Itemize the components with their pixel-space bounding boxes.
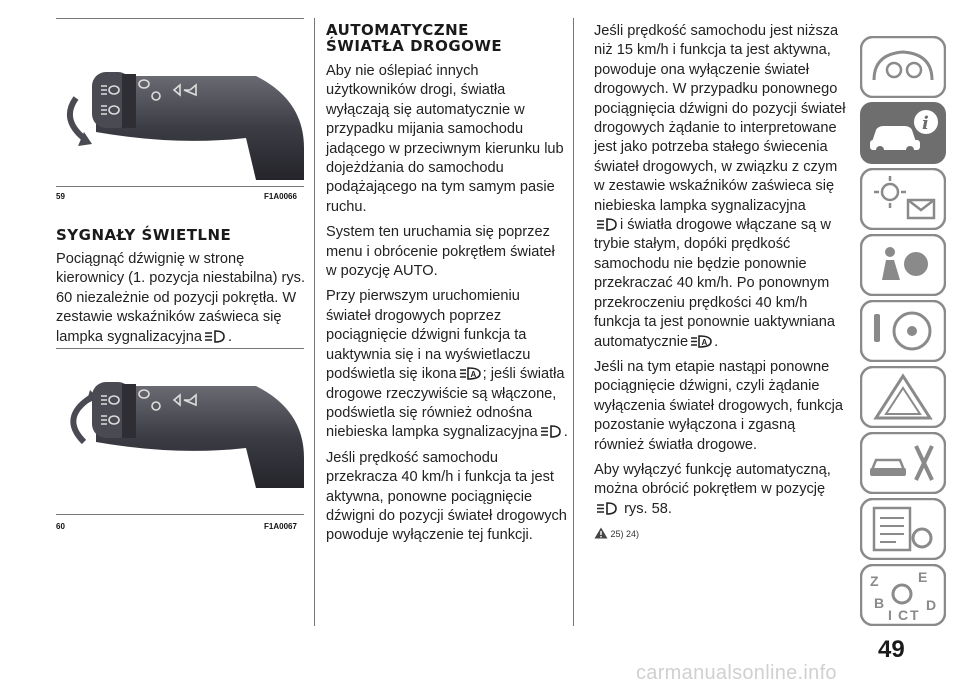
right-paragraph-1a: Jeśli prędkość samochodu jest niższa niż 15 km/h i funkcja ta jest aktywna, powoduje ona wyłączenie świateł drogowych. W przypadku ponownego pociągnięcia dźwigni do pozycji świateł drogowych żądanie to interpretowane jest jako potrzeba stałego świecenia świateł drogowych, w związku z czym w zestawie wskaźników zaświeca się niebieska lampka sygnalizacyjna	[594, 23, 846, 214]
high-beam-icon	[596, 501, 618, 516]
mid-paragraph-3a: Przy pierwszym uruchomieniu świateł drogowych poprzez pociągnięcie dźwigni funkcja ta uaktywnia się i na wyświetlaczu podświetla się ikona	[326, 288, 531, 383]
middle-column-text	[326, 62, 568, 552]
figure-60-number: 60	[56, 522, 65, 531]
svg-text:C: C	[898, 607, 909, 623]
figure-60	[56, 358, 304, 531]
right-paragraph-3b: rys. 58.	[624, 500, 672, 517]
mid-paragraph-3c: .	[563, 424, 568, 441]
footer-watermark: carmanualsonline.info	[636, 662, 837, 684]
svg-text:Z: Z	[870, 573, 879, 589]
steering-wheel-icon	[860, 300, 946, 362]
figure-59-code: F1A0066	[264, 192, 297, 201]
airbag-icon	[860, 234, 946, 296]
right-paragraph-1b: i światła drogowe włączane są w trybie stałym, dopóki prędkość samochodu nie będzie ponownie przekraczać 40 km/h. Po ponownym przekroczeniu prędkości 40 km/h funkcja ta jest ponownie uaktywniana automatycznie	[594, 217, 835, 350]
technical-data-icon	[860, 498, 946, 560]
sidebar-tab-maintenance[interactable]	[860, 432, 946, 494]
heading-line-1: AUTOMATYCZNE	[326, 21, 469, 39]
warning-refs-text: 25) 24)	[610, 529, 640, 540]
sidebar-tab-lights-warnings[interactable]	[860, 168, 946, 230]
figure-60-bottom-rule	[56, 514, 304, 515]
right-paragraph-3a: Aby wyłączyć funkcję automatyczną, można obrócić pokrętłem w pozycję	[594, 461, 831, 498]
sidebar-tab-emergency[interactable]	[860, 366, 946, 428]
warning-refs	[594, 525, 846, 544]
left-paragraph: Pociągnąć dźwignię w stronę kierownicy (1. pozycja niestabilna) rys. 60 niezależnie od pozycji pokrętła. W zestawie wskaźników zaświeca się lampka sygnalizacyjna	[56, 251, 305, 345]
sidebar-tab-car-info-active[interactable]	[860, 102, 946, 164]
mid-paragraph-2: System ten uruchamia się poprzez menu i obrócenie pokrętłem świateł w pozycję AUTO.	[326, 224, 555, 280]
auto-high-beam-icon	[690, 334, 712, 349]
sidebar-tab-index[interactable]	[860, 564, 946, 626]
emergency-triangle-icon	[860, 366, 946, 428]
sidebar-tab-dashboard[interactable]	[860, 36, 946, 98]
column-divider-right	[573, 18, 574, 626]
svg-text:A: A	[701, 337, 708, 347]
figure-59-bottom-rule	[56, 186, 304, 187]
maintenance-icon	[860, 432, 946, 494]
high-beam-icon	[540, 424, 562, 439]
left-column-text	[56, 250, 308, 353]
lever-illustration	[56, 28, 304, 180]
svg-text:I: I	[888, 607, 892, 623]
svg-text:A: A	[470, 370, 476, 380]
svg-text:i: i	[922, 113, 929, 134]
auto-high-beam-icon	[459, 366, 481, 381]
figure-59	[56, 28, 304, 201]
svg-text:T: T	[910, 607, 919, 623]
sidebar-tab-technical-data[interactable]	[860, 498, 946, 560]
figure-59-number: 59	[56, 192, 65, 201]
lever-illustration-2	[56, 358, 304, 510]
mid-paragraph-1: Aby nie oślepiać innych użytkowników drogi, światła wyłączają się automatycznie w przypadku mijania samochodu jadącego w przeciwnym kierunku lub dojeżdżania do samochodu podążającego na tym samym pasie ruchu.	[326, 63, 564, 215]
high-beam-icon	[204, 329, 226, 344]
warning-lights-icon	[860, 168, 946, 230]
warning-triangle-icon	[594, 527, 608, 539]
sidebar-tab-safety[interactable]	[860, 234, 946, 296]
figure-59-top-rule	[56, 18, 304, 19]
section-heading-auto-high-beam	[326, 22, 502, 54]
figure-60-code: F1A0067	[264, 522, 297, 531]
page-number: 49	[878, 636, 905, 663]
left-paragraph-end: .	[228, 328, 233, 345]
index-icon	[860, 564, 946, 626]
sidebar-tab-starting-driving[interactable]	[860, 300, 946, 362]
right-column-text	[594, 22, 846, 551]
svg-text:E: E	[918, 569, 928, 585]
mid-paragraph-4: Jeśli prędkość samochodu przekracza 40 km/h i funkcja ta jest aktywna, ponowne pociągnięcie dźwigni do pozycji świateł drogowych powoduje wyłączenie tej funkcji.	[326, 449, 567, 544]
section-heading-light-signals: SYGNAŁY ŚWIETLNE	[56, 226, 232, 244]
column-divider-left	[314, 18, 315, 626]
dashboard-icon	[860, 36, 946, 98]
right-paragraph-2: Jeśli na tym etapie nastąpi ponowne pociągnięcie dźwigni, czyli żądanie wyłączenia świateł drogowych, funkcja pozostanie wyłączona i zgasną również światła drogowe.	[594, 358, 844, 453]
svg-text:B: B	[874, 595, 885, 611]
heading-line-2: ŚWIATŁA DROGOWE	[326, 37, 503, 55]
right-paragraph-1c: .	[714, 333, 719, 350]
car-info-icon	[860, 102, 946, 164]
high-beam-icon	[596, 217, 618, 232]
mid-paragraph-3b: ; jeśli światła drogowe rzeczywiście są włączone, podświetla się również odnośna niebieska lampka sygnalizacyjna	[326, 366, 565, 441]
svg-text:D: D	[926, 597, 937, 613]
